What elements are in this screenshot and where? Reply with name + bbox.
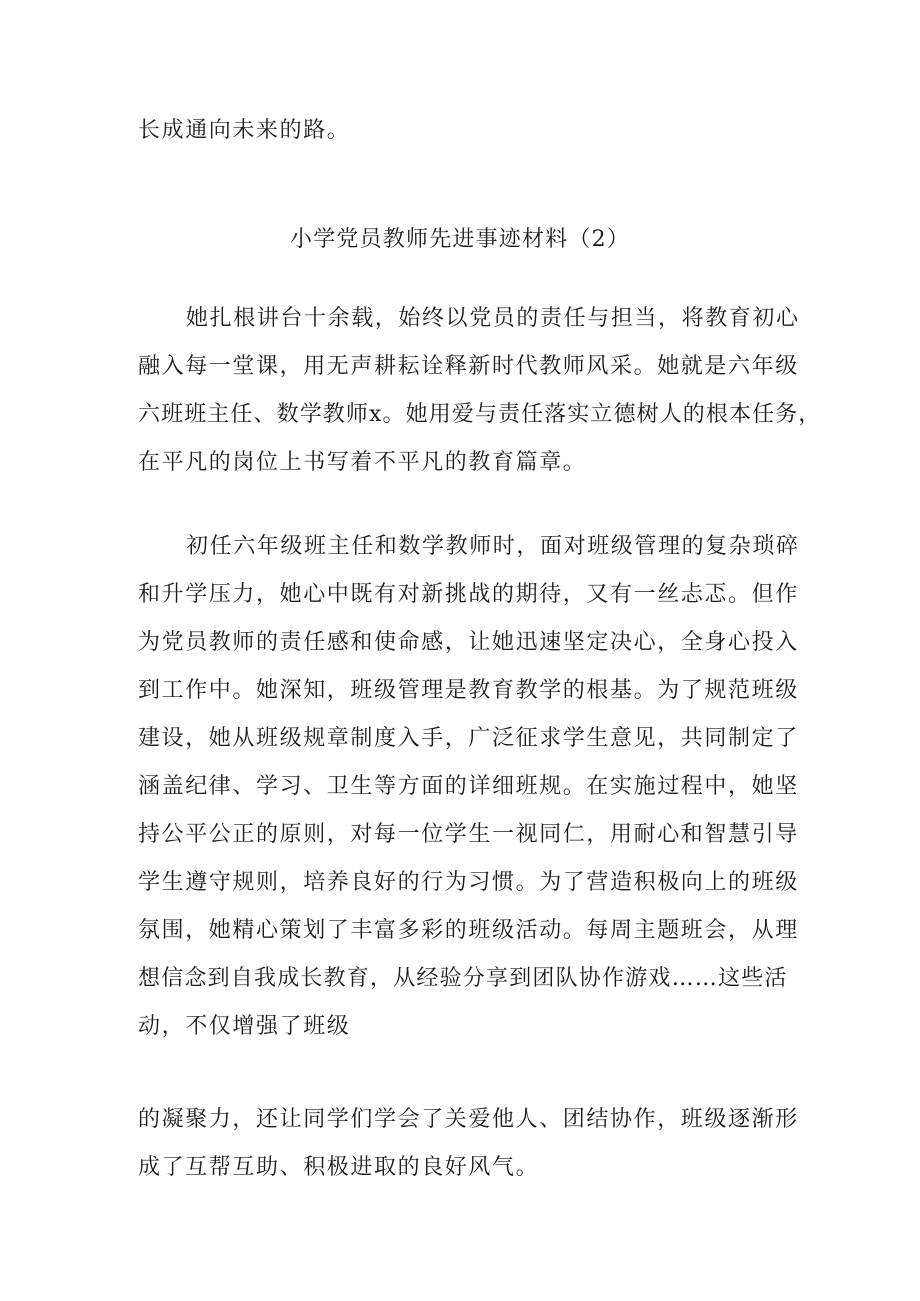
paragraph-line: 的凝聚力，还让同学们学会了关爱他人、团结协作，班级逐渐形	[138, 1107, 799, 1132]
paragraph-line: 学生遵守规则，培养良好的行为习惯。为了营造积极向上的班级	[138, 870, 799, 895]
paragraph-line: 动，不仅增强了班级	[138, 1014, 351, 1039]
paragraph-line: 她扎根讲台十余载，始终以党员的责任与担当，将教育初心	[186, 306, 800, 331]
paragraph-line: 想信念到自我成长教育，从经验分享到团队协作游戏……这些活	[138, 966, 788, 991]
paragraph-line: 为党员教师的责任感和使命感，让她迅速坚定决心，全身心投入	[138, 630, 799, 655]
paragraph-line: 持公平公正的原则，对每一位学生一视同仁，用耐心和智慧引导	[138, 822, 799, 847]
paragraph-line: 六班班主任、数学教师x。她用爱与责任落实立德树人的根本任务，	[138, 402, 822, 427]
paragraph-line: 成了互帮互助、积极进取的良好风气。	[138, 1155, 540, 1180]
paragraph-line: 建设，她从班级规章制度入手，广泛征求学生意见，共同制定了	[138, 726, 799, 751]
paragraph-line: 涵盖纪律、学习、卫生等方面的详细班规。在实施过程中，她坚	[138, 774, 799, 799]
paragraph-line: 初任六年级班主任和数学教师时，面对班级管理的复杂琐碎	[186, 534, 800, 559]
paragraph-line: 融入每一堂课，用无声耕耘诠释新时代教师风采。她就是六年级	[138, 354, 799, 379]
lead-line: 长成通向未来的路。	[138, 118, 351, 143]
paragraph-line: 在平凡的岗位上书写着不平凡的教育篇章。	[138, 450, 587, 475]
document-title: 小学党员教师先进事迹材料（2）	[290, 227, 630, 252]
paragraph-line: 和升学压力，她心中既有对新挑战的期待，又有一丝忐忑。但作	[138, 582, 799, 607]
paragraph-line: 到工作中。她深知，班级管理是教育教学的根基。为了规范班级	[138, 678, 799, 703]
paragraph-line: 氛围，她精心策划了丰富多彩的班级活动。每周主题班会，从理	[138, 918, 799, 943]
